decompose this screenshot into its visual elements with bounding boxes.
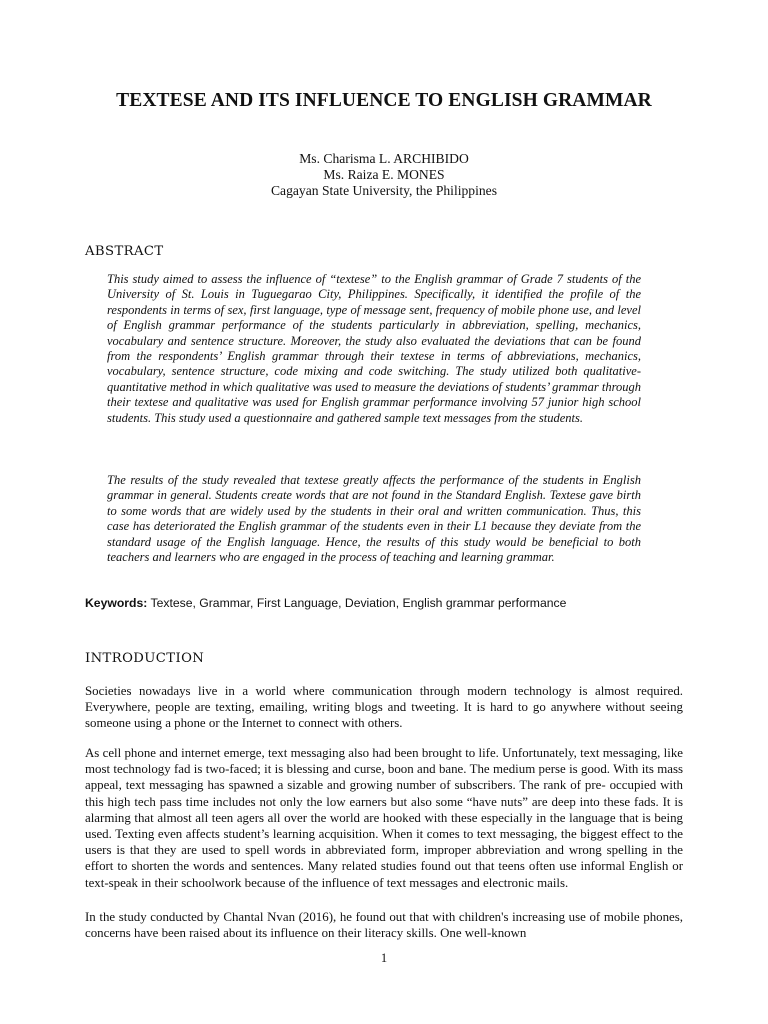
author-name: Ms. Raiza E. MONES	[323, 167, 445, 182]
introduction-paragraph: Societies nowadays live in a world where communication through modern technology is almost required. Everywhere, people are texting, emailing, writing blogs and tweeting. It is hard to go anywhere without seeing someone using a phone or the Internet to connect with others.	[85, 684, 683, 731]
page-number: 1	[380, 951, 388, 965]
author-block	[0, 151, 768, 199]
keywords-label: Keywords:	[85, 596, 148, 610]
author-name: Ms. Charisma L. ARCHIBIDO	[299, 151, 469, 166]
abstract-heading: ABSTRACT	[85, 244, 164, 259]
paper-title: TEXTESE AND ITS INFLUENCE TO ENGLISH GRAMMAR	[116, 90, 652, 111]
abstract-paragraph: The results of the study revealed that textese greatly affects the performance of the students in English grammar in general. Students create words that are not found in the Standard English. Textese gave birth to some words that are widely used by the students in their oral and written communication. Thus, this case has deteriorated the English grammar of the students even in their L1 because they deviate from the standard usage of the English language. Hence, the results of this study would be beneficial to both teachers and learners who are engaged in the process of teaching and learning grammar.	[107, 473, 641, 565]
keywords-line	[85, 596, 566, 610]
introduction-paragraph: As cell phone and internet emerge, text messaging also had been brought to life. Unfortunately, text messaging, like most technology fad is two-faced; it is blessing and curse, boon and bane. The medium perse is good. With its mass appeal, text messaging has spawned a sizable and growing number of subscribers. The rank of pre- occupied with this high tech pass time includes not only the low earners but also some “have nuts” are deep into these fads. It is alarming that almost all teen agers all over the world are hooked with these especially in the language that is being used. Texting even affects student’s learning acquisition. When it comes to text messaging, the biggest effect to the users is that they are used to spell words in abbreviated form, improper abbreviation and wrong spelling in the effort to shorten the words and sentences. Many related studies found out that teens often use informal English or text-speak in their schoolwork because of the influence of text messages and electronic mails.	[85, 746, 683, 890]
author-affiliation: Cagayan State University, the Philippines	[270, 183, 498, 198]
keywords-text: Textese, Grammar, First Language, Deviation, English grammar performance	[150, 596, 567, 610]
introduction-paragraph: In the study conducted by Chantal Nvan (2016), he found out that with children's increasing use of mobile phones, concerns have been raised about its influence on their literacy skills. One well-known	[85, 910, 683, 941]
abstract-paragraph: This study aimed to assess the influence of “textese” to the English grammar of Grade 7 students of the University of St. Louis in Tuguegarao City, Philippines. Specifically, it identified the profile of the respondents in terms of sex, first language, type of message sent, frequency of mobile phone use, and level of English grammar performance of the students particularly in abbreviation, spelling, mechanics, vocabulary and sentence structure. Moreover, the study also evaluated the deviations that can be found from the respondents’ English grammar through their textese in terms of abbreviations, mechanics, vocabulary, sentence structure, code mixing and code switching. The study utilized both qualitative-quantitative method in which qualitative was used to measure the deviations of students’ grammar through their textese and qualitative was used for English grammar performance involving 57 junior high school students. This study used a questionnaire and gathered sample text messages from the students.	[107, 272, 641, 425]
introduction-heading: INTRODUCTION	[85, 651, 205, 666]
